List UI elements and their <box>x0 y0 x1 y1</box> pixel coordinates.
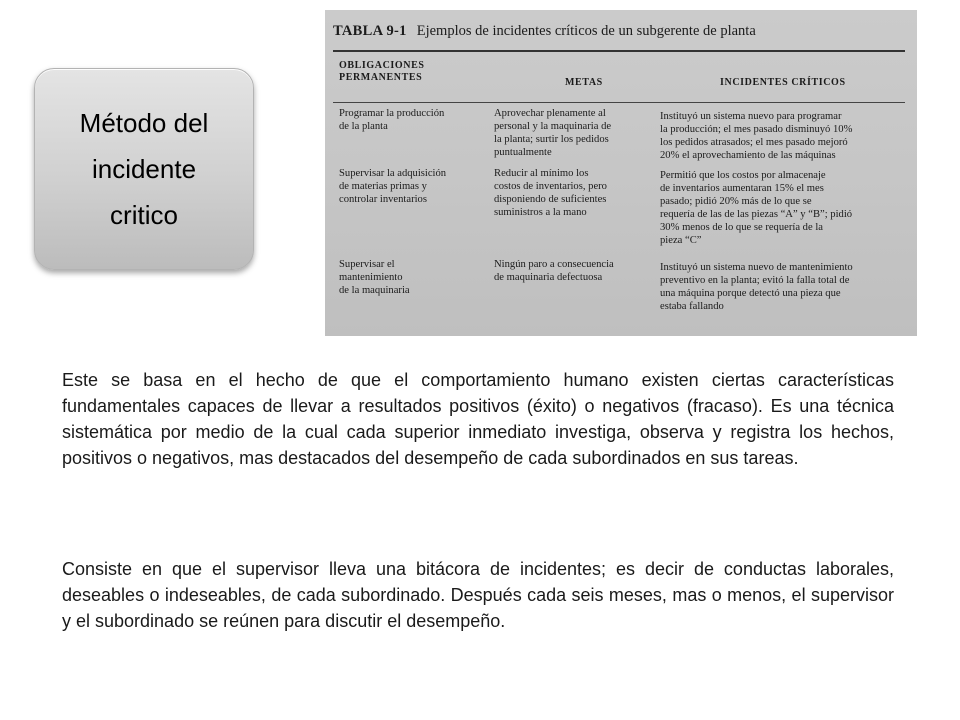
cell-line: Permitió que los costos por almacenaje <box>660 170 826 181</box>
header-rule <box>333 102 905 103</box>
row-3-incidents <box>660 261 910 313</box>
table-caption-text: Ejemplos de incidentes críticos de un subgerente de planta <box>416 23 756 39</box>
paragraph-procedure: Consiste en que el supervisor lleva una bitácora de incidentes; es decir de conductas laborales, deseables o indeseables, de cada subordinado. Después cada seis meses, mas o menos, el supervisor y el subordinado se reúnen para discutir el desempeño. <box>62 559 894 631</box>
cell-line: controlar inventarios <box>339 194 427 205</box>
header-incidents: INCIDENTES CRÍTICOS <box>720 77 846 88</box>
cell-line: de maquinaria defectuosa <box>494 272 603 283</box>
row-3-goals <box>494 258 659 284</box>
table-top-rule <box>333 50 905 52</box>
header-goals: METAS <box>565 77 603 88</box>
row-1-incidents <box>660 110 910 162</box>
cell-line: requería de las de las piezas “A” y “B”; pidió <box>660 209 853 220</box>
cell-line: de la planta <box>339 121 388 132</box>
row-1-duties <box>339 107 489 133</box>
cell-line: costos de inventarios, pero <box>494 181 607 192</box>
header-duties-line: OBLIGACIONES <box>339 60 425 71</box>
cell-line: Reducir al mínimo los <box>494 168 589 179</box>
paragraph-definition: Este se basa en el hecho de que el comportamiento humano existen ciertas características fundamentales capaces de llevar a resultados positivos (éxito) o negativos (fracaso). Es una técnica sistemática por medio de la cual cada superior inmediato investiga, observa y registra los hechos, positivos o negativos, mas destacados del desempeño de cada subordinados en sus tareas. <box>62 370 894 468</box>
cell-line: Supervisar la adquisición <box>339 168 447 179</box>
cell-line: Supervisar el <box>339 259 395 270</box>
cell-line: Aprovechar plenamente al <box>494 108 606 119</box>
header-duties <box>339 60 425 84</box>
cell-line: pasado; pidió 20% más de lo que se <box>660 196 812 207</box>
critical-incidents-table-scan <box>325 10 917 336</box>
cell-line: pieza “C” <box>660 235 702 246</box>
cell-line: la planta; surtir los pedidos <box>494 134 609 145</box>
header-duties-line: PERMANENTES <box>339 72 423 83</box>
cell-line: Instituyó un sistema nuevo para programar <box>660 111 842 122</box>
title-line-3: critico <box>110 200 178 230</box>
cell-line: la producción; el mes pasado disminuyó 10% <box>660 124 853 135</box>
cell-line: una máquina porque detectó una pieza que <box>660 288 841 299</box>
cell-line: Ningún paro a consecuencia <box>494 259 614 270</box>
cell-line: de la maquinaria <box>339 285 410 296</box>
title-box <box>34 68 254 270</box>
title-line-1: Método del <box>79 108 209 138</box>
cell-line: mantenimiento <box>339 272 403 283</box>
row-2-incidents <box>660 169 910 247</box>
cell-line: de materias primas y <box>339 181 427 192</box>
cell-line: 20% el aprovechamiento de las máquinas <box>660 150 836 161</box>
row-3-duties <box>339 258 489 297</box>
table-caption <box>333 23 756 40</box>
cell-line: de inventarios aumentaran 15% el mes <box>660 183 824 194</box>
cell-line: suministros a la mano <box>494 207 587 218</box>
cell-line: personal y la maquinaria de <box>494 121 612 132</box>
table-label: TABLA 9-1 <box>333 23 407 39</box>
row-1-goals <box>494 107 659 159</box>
cell-line: Programar la producción <box>339 108 445 119</box>
cell-line: puntualmente <box>494 147 552 158</box>
cell-line: los pedidos atrasados; el mes pasado mejoró <box>660 137 848 148</box>
cell-line: preventivo en la planta; evitó la falla total de <box>660 275 850 286</box>
row-2-goals <box>494 167 659 219</box>
cell-line: Instituyó un sistema nuevo de mantenimiento <box>660 262 853 273</box>
row-2-duties <box>339 167 489 206</box>
title-line-2: incidente <box>91 154 197 184</box>
cell-line: 30% menos de lo que se requería de la <box>660 222 823 233</box>
cell-line: estaba fallando <box>660 301 724 312</box>
cell-line: disponiendo de suficientes <box>494 194 607 205</box>
